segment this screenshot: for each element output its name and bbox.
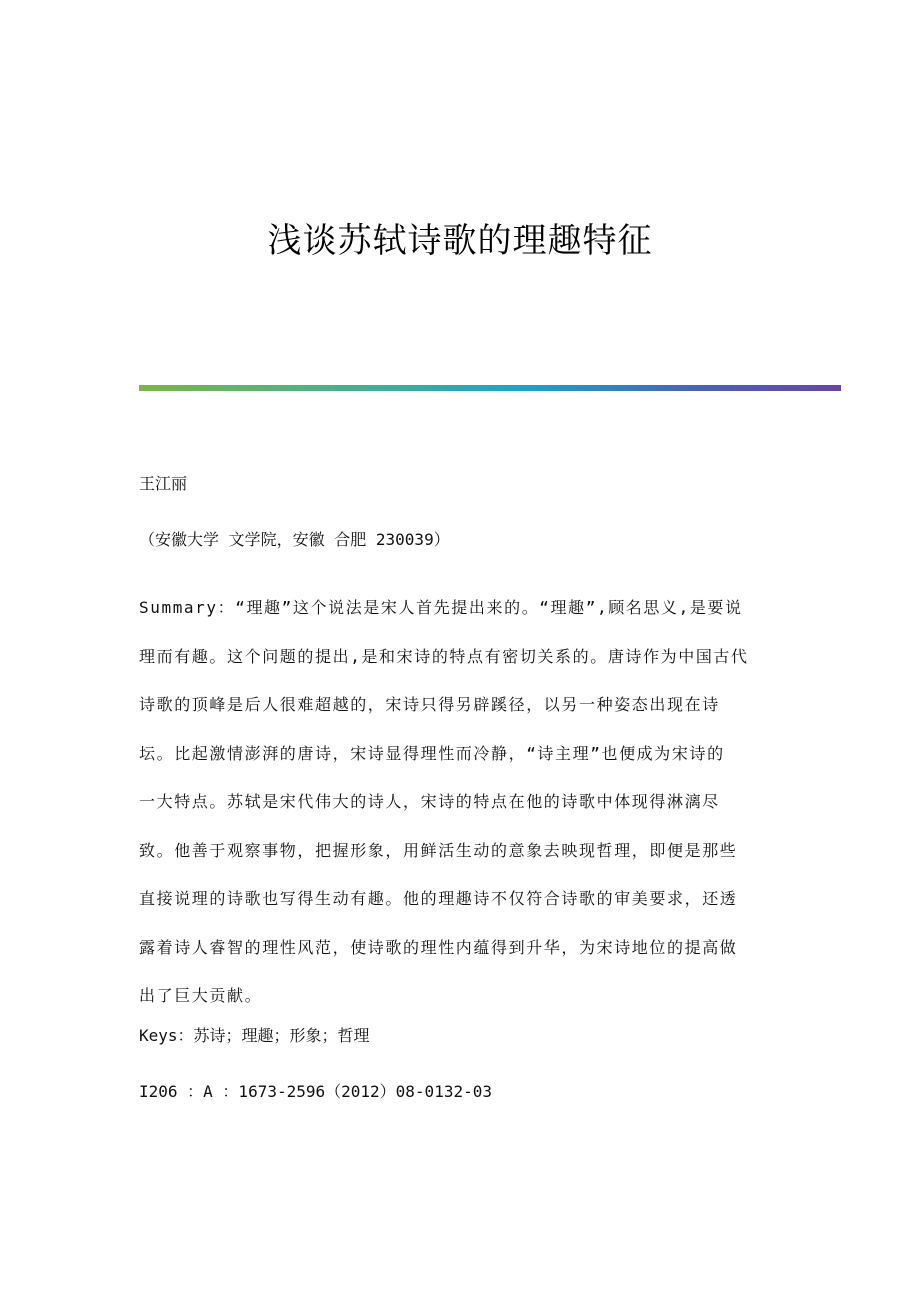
classification-number: I206 ：A ：1673-2596（2012）08-0132-03: [139, 1082, 492, 1101]
summary-line: 直接说理的诗歌也写得生动有趣。他的理趣诗不仅符合诗歌的审美要求，还透: [139, 889, 738, 908]
summary-line: 出了巨大贡献。: [139, 986, 263, 1005]
page-title: 浅谈苏轼诗歌的理趣特征: [267, 221, 653, 261]
summary-paragraph: [139, 584, 789, 1021]
summary-line: 诗歌的顶峰是后人很难超越的，宋诗只得另辟蹊径，以另一种姿态出现在诗: [139, 695, 720, 714]
summary-line: 理而有趣。这个问题的提出,是和宋诗的特点有密切关系的。唐诗作为中国古代: [139, 646, 749, 666]
keywords: Keys：苏诗；理趣；形象；哲理: [139, 1026, 370, 1045]
summary-line: 露着诗人睿智的理性风范，使诗歌的理性内蕴得到升华，为宋诗地位的提高做: [139, 937, 738, 957]
author-affiliation: （安徽大学 文学院，安徽 合肥 230039）: [139, 530, 450, 549]
summary-line: 致。他善于观察事物，把握形象，用鲜活生动的意象去映现哲理，即便是那些: [139, 840, 738, 860]
author-name: 王江丽: [139, 474, 188, 493]
summary-line: 一大特点。苏轼是宋代伟大的诗人，宋诗的特点在他的诗歌中体现得淋漓尽: [139, 792, 720, 811]
gradient-divider: [139, 385, 841, 391]
summary-line: Summary：“理趣”这个说法是宋人首先提出来的。“理趣”,顾名思义,是要说: [139, 598, 743, 617]
summary-line: 坛。比起激情澎湃的唐诗，宋诗显得理性而冷静，“诗主理”也便成为宋诗的: [139, 743, 725, 763]
